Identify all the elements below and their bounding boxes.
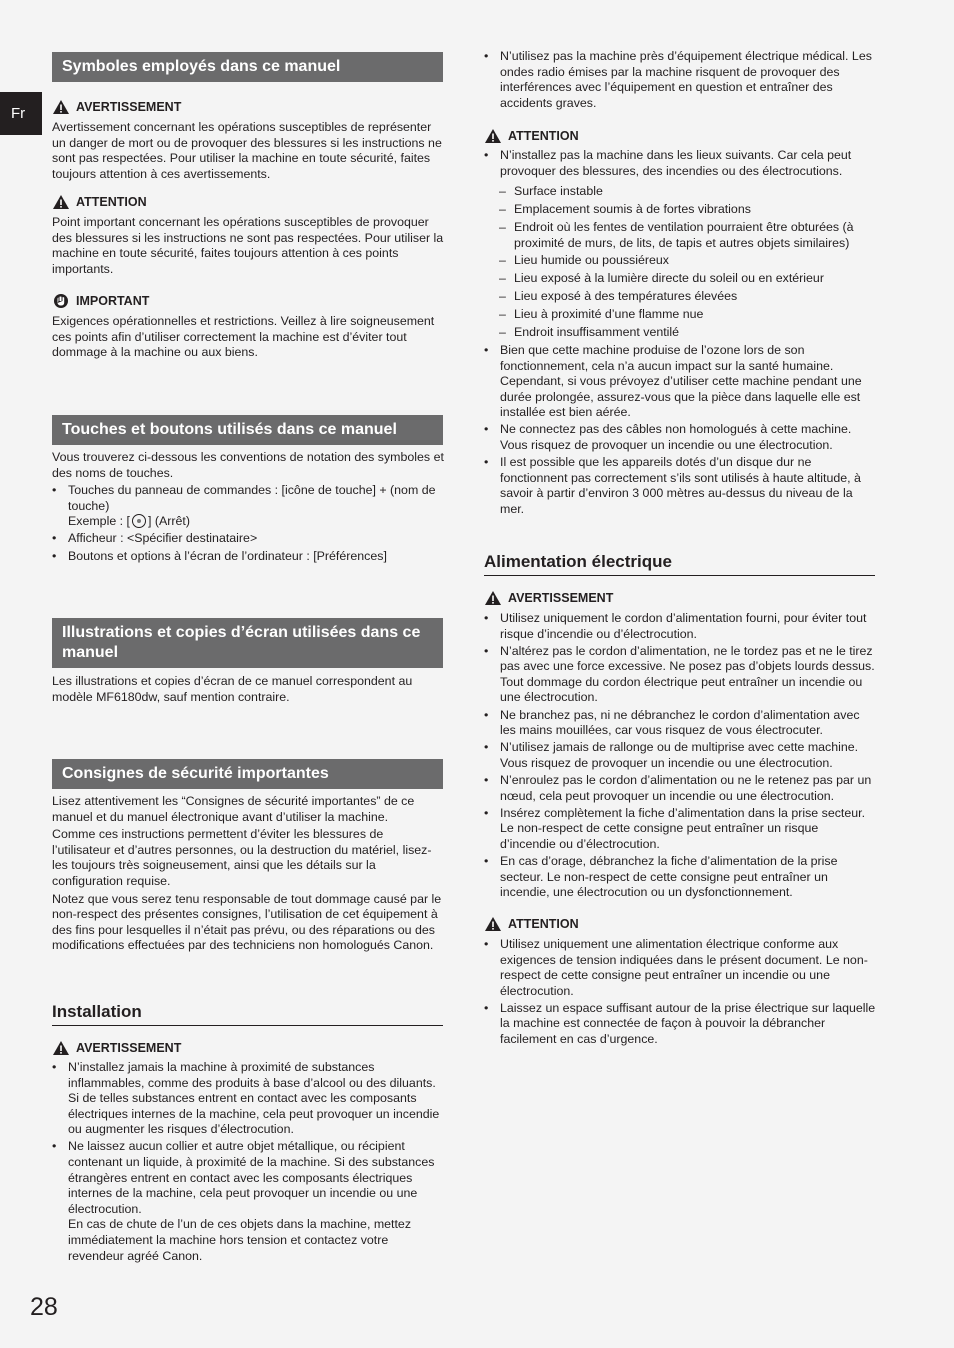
list-item (52, 1139, 444, 1264)
warning-icon (52, 99, 70, 115)
section-heading-symbols: Symboles employés dans ce manuel (52, 52, 443, 82)
warning-icon (52, 1040, 70, 1056)
safety-paragraph-1: Lisez attentivement les “Consignes de sécurité importantes” de ce manuel et du manuel électronique avant d’utiliser la machine. (52, 794, 415, 824)
section-heading-illustrations: Illustrations et copies d’écran utilisées dans ce manuel (52, 618, 443, 668)
subheading-installation: Installation (52, 1002, 443, 1026)
list-item (52, 483, 444, 530)
keys-bullet-panel: Touches du panneau de commandes : [icône de touche] + (nom de touche) (68, 483, 436, 513)
location-item: – Lieu humide ou poussiéreux (484, 253, 876, 269)
location-item: – Lieu exposé à la lumière directe du soleil ou en extérieur (484, 271, 876, 287)
list-item: • Ne connectez pas des câbles non homologués à cette machine. Vous risquez de provoquer un incendie ou une électrocution. (484, 422, 876, 453)
installation-bullet-2b: En cas de chute de l’un de ces objets dans la machine, mettez immédiatement la machine hors tension et contactez votre revendeur agréé Canon. (68, 1217, 412, 1263)
list-item: • Ne branchez pas, ni ne débranchez le cordon d’alimentation avec les mains mouillées, car vous risquez de vous électrocuter. (484, 708, 876, 739)
safety-body (52, 794, 444, 954)
locations-intro: N’installez pas la machine dans les lieux suivants. Car cela peut provoquer des blessures, des incendies ou des électrocutions. (500, 148, 852, 178)
example-suffix: ] (Arrêt) (147, 514, 190, 529)
keys-section-body (52, 450, 444, 566)
list-item: • Utilisez uniquement une alimentation électrique conforme aux exigences de tension indiquées dans le présent document. Le non-respect de cette consigne peut entraîner un incendie ou une électrocution. (484, 937, 876, 999)
attention-label (52, 194, 147, 210)
list-item: • Il est possible que les appareils dotés d’un disque dur ne fonctionnent pas correctement s’ils sont utilisés à haute altitude, à savoir à partir d’environ 3 000 mètres au-dessus du niveau de la mer. (484, 455, 876, 517)
warning-label (52, 99, 181, 115)
location-item: – Endroit insuffisamment ventilé (484, 325, 876, 341)
location-item: – Lieu à proximité d’une flamme nue (484, 307, 876, 323)
power-warning-label (484, 590, 613, 606)
list-item: • Bien que cette machine produise de l’ozone lors de son fonctionnement, cela n’a aucun impact sur la santé humaine. Cependant, si vous prévoyez d’utiliser cette machine pendant une durée prolongée, assurez-vous que la pièce dans laquelle elle est installée est bien aérée. (484, 343, 876, 421)
important-label-text: IMPORTANT (76, 294, 150, 308)
stop-key-icon (132, 514, 146, 528)
important-icon (52, 293, 70, 309)
installation-warning-text: AVERTISSEMENT (76, 1041, 182, 1055)
keys-intro: Vous trouverez ci-dessous les conventions de notation des symboles et des noms de touches. (52, 450, 444, 480)
list-item: • Boutons et options à l’écran de l’ordinateur : [Préférences] (52, 549, 444, 565)
attention-installation-body (484, 148, 876, 519)
list-item: • N’utilisez pas la machine près d’équipement électrique médical. Les ondes radio émises par la machine risquent de provoquer des interférences avec l’équipement en question et entraîner des accidents graves. (484, 49, 876, 111)
attention-label (484, 128, 579, 144)
list-item: • Afficheur : <Spécifier destinataire> (52, 531, 444, 547)
power-warning-body (484, 611, 876, 902)
installation-body (52, 1060, 444, 1266)
warning-icon (484, 590, 502, 606)
attention-list (484, 148, 876, 517)
illustrations-text: Les illustrations et copies d’écran de ce manuel correspondent au modèle MF6180dw, sauf mention contraire. (52, 674, 413, 704)
list-item (484, 148, 876, 341)
list-item: • N’enroulez pas le cordon d’alimentation ou ne le retenez pas par un nœud, cela peut provoquer un incendie ou une électrocution. (484, 773, 876, 804)
safety-paragraph-3: Notez que vous serez tenu responsable de tout dommage causé par le non-respect des présentes consignes, l’utilisation de cet équipement à des fins pour lesquelles il n’était pas prévu, ou des réparations ou des modifications effectuées par des techniciens non homologués Canon. (52, 891, 442, 953)
installation-bullet-2a: Ne laissez aucun collier et autre objet métallique, ou récipient contenant un liquide, à proximité de la machine. Si des substances étrangères entrent en contact avec les composants électriques internes de la machine, cela peut provoquer un incendie ou une électrocution. (68, 1139, 435, 1216)
language-tab: Fr (0, 92, 42, 135)
power-warning-text: AVERTISSEMENT (508, 591, 614, 605)
location-item: – Endroit où les fentes de ventilation pourraient être obturées (à proximité de murs, de lits, de tapis et autres objets similaires) (484, 220, 876, 251)
locations-list (484, 184, 876, 340)
page-number: 28 (30, 1293, 58, 1321)
attention-description: Point important concernant les opérations susceptibles de provoquer des blessures si les instructions ne sont pas respectées. Pour utiliser la machine en toute sécurité, faites toujours attention à ces points importants. (52, 215, 444, 276)
list-item: • Utilisez uniquement le cordon d’alimentation fourni, pour éviter tout risque d’incendie ou d’électrocution. (484, 611, 876, 642)
power-warning-list (484, 611, 876, 901)
subheading-power-supply: Alimentation électrique (484, 552, 875, 576)
list-item: • N’installez jamais la machine à proximité de substances inflammables, comme des produits à base d’alcool ou des diluants. Si de telles substances entrent en contact avec les composants électriques internes de la machine, cela peut provoquer un incendie ou augmenter les risques d’électrocution. (52, 1060, 444, 1138)
installation-list (52, 1060, 444, 1264)
section-heading-safety: Consignes de sécurité importantes (52, 759, 443, 789)
safety-paragraph-2: Comme ces instructions permettent d’éviter les blessures de l’utilisateur et d’autres personnes, ou la destruction du matériel, lisez-les toujours très soigneusement, ainsi que les détails sur la configuration requise. (52, 827, 432, 888)
list-item: • N’altérez pas le cordon d’alimentation, ne le tordez pas et ne le tirez pas avec une force excessive. Ne posez pas d’objets lourds dessus. Tout dommage du cordon électrique peut entraîner un incendie ou une électrocution. (484, 644, 876, 706)
caution-icon (484, 916, 502, 932)
caution-icon (52, 194, 70, 210)
power-attention-label (484, 916, 579, 932)
attention-label-text: ATTENTION (508, 129, 579, 143)
location-item: – Emplacement soumis à de fortes vibrations (484, 202, 876, 218)
power-attention-list (484, 937, 876, 1048)
location-item: – Surface instable (484, 184, 876, 200)
warning-description: Avertissement concernant les opérations susceptibles de représenter un danger de mort ou de provoquer des blessures si les instructions ne sont pas respectées. Pour utiliser la machine en toute sécurité, faites toujours attention à ces avertissements. (52, 120, 442, 181)
important-description: Exigences opérationnelles et restrictions. Veillez à lire soigneusement ces points afin d’utiliser correctement la machine est d’éviter tout dommage à la machine ou aux biens. (52, 314, 435, 360)
list-item: • Laissez un espace suffisant autour de la prise électrique sur laquelle la machine est connectée de façon à pouvoir la débrancher facilement en cas d’urgence. (484, 1001, 876, 1048)
warning-label-text: AVERTISSEMENT (76, 100, 182, 114)
important-label (52, 293, 149, 309)
list-item: • N’utilisez jamais de rallonge ou de multiprise avec cette machine. Vous risquez de provoquer un incendie ou une électrocution. (484, 740, 876, 771)
keys-list (52, 483, 444, 564)
list-item: • En cas d’orage, débranchez la fiche d’alimentation de la prise secteur. Le non-respect de cette consigne peut entraîner un incendie, une électrocution ou un dysfonctionnement. (484, 854, 876, 901)
caution-icon (484, 128, 502, 144)
installation-warning-label (52, 1040, 181, 1056)
list-item: • Insérez complètement la fiche d’alimentation dans la prise secteur. Le non-respect de cette consigne peut entraîner un risque d’incendie ou d’électrocution. (484, 806, 876, 853)
example-prefix: Exemple : [ (68, 514, 130, 529)
attention-label-text: ATTENTION (76, 195, 147, 209)
power-attention-body (484, 937, 876, 1049)
section-heading-keys: Touches et boutons utilisés dans ce manuel (52, 415, 443, 445)
location-item: – Lieu exposé à des températures élevées (484, 289, 876, 305)
power-attention-text: ATTENTION (508, 917, 579, 931)
medical-equipment-note (484, 49, 876, 113)
